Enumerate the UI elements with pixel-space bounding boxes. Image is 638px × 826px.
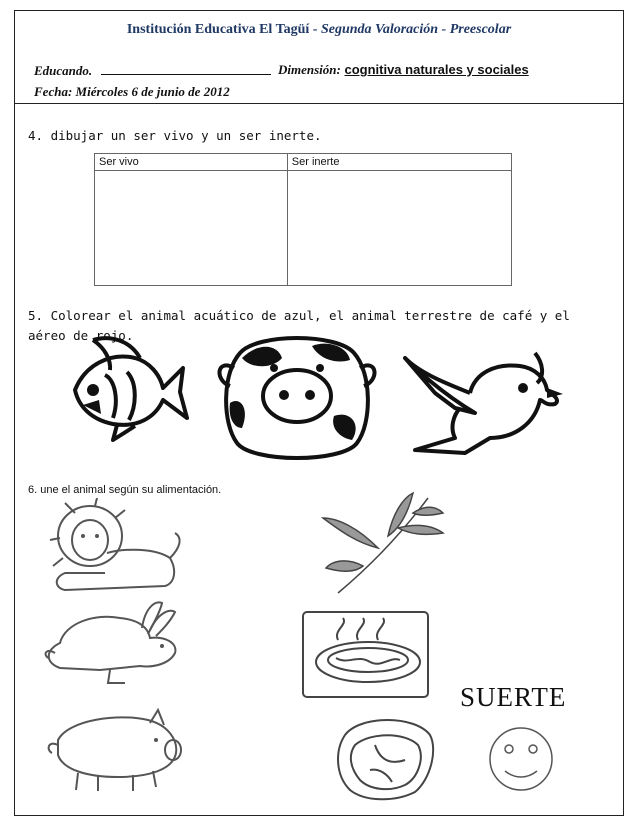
student-name-blank[interactable] [101,62,271,75]
pig-image[interactable] [38,695,188,795]
cow-image[interactable] [212,328,382,468]
column-ser-vivo: Ser vivo [95,154,288,171]
student-label: Educando. [34,63,93,78]
institution-name: Institución Educativa El Tagüí - [126,22,318,37]
fish-image[interactable] [55,330,190,445]
evaluation-name: Segunda Valoración - Preescolar [320,22,512,37]
student-field [34,62,271,79]
header-divider [14,103,624,104]
header-title [0,22,638,38]
question-4: 4. dibujar un ser vivo y un ser inerte. [28,128,322,143]
dimension-value: cognitiva naturales y sociales [344,62,529,77]
meat-image[interactable] [330,710,440,805]
smiley-face-icon [487,725,555,793]
drawing-area-ser-vivo[interactable] [95,171,288,286]
dimension-label: Dimensión: [278,62,341,77]
plant-image[interactable] [318,488,448,598]
column-ser-inerte: Ser inerte [287,154,511,171]
drawing-table [94,153,512,286]
question-5: 5. Colorear el animal acuático de azul, el animal terrestre de café y el aéreo de rojo. [28,308,570,343]
date-line: Fecha: Miércoles 6 de junio de 2012 [34,84,230,99]
drawing-area-ser-inerte[interactable] [287,171,511,286]
bird-image[interactable] [395,338,570,463]
closing-text: SUERTE [460,682,567,712]
rabbit-image[interactable] [30,598,185,688]
slop-image[interactable] [298,610,438,700]
lion-image[interactable] [45,498,185,598]
dimension-field [278,62,529,78]
question-6: 6. une el animal según su alimentación. [28,484,222,496]
